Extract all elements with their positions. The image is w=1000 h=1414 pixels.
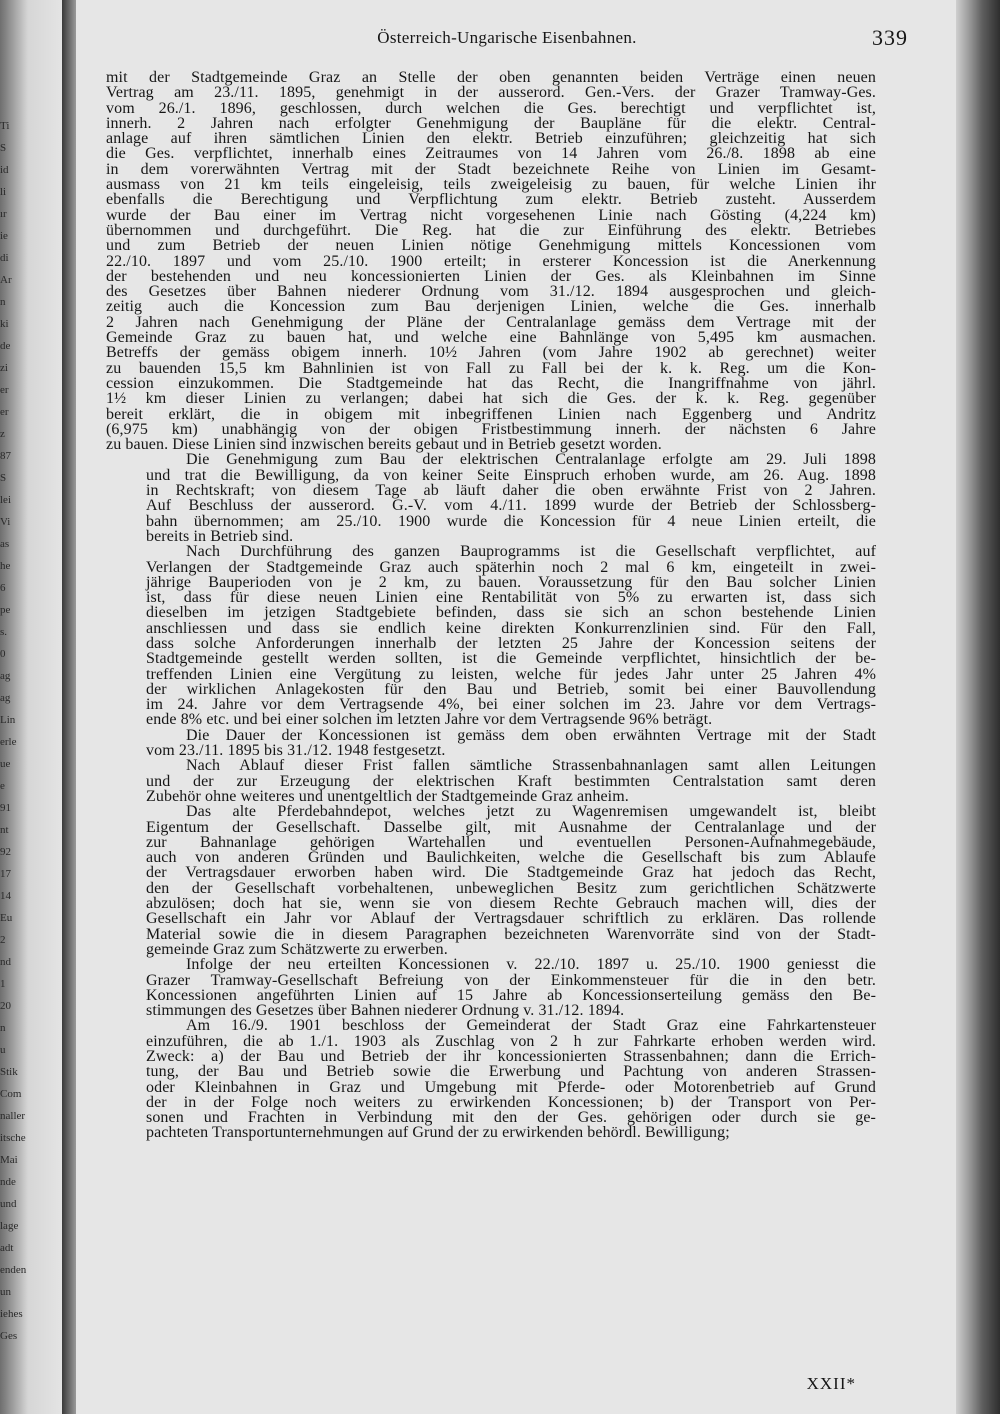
adjacent-page-fragment: er <box>0 384 9 396</box>
text-line: Am 16./9. 1901 beschloss der Gemeinderat der Stadt Graz eine Fahrkartensteuer <box>186 1017 876 1035</box>
text-line: treffenden Linien eine Vergütung zu leisten, welche für jedes Jahr unter 25 Jahren 4% <box>146 665 876 683</box>
text-line: bereit erklärt, die in obigem mit inbegriffenen Linien nach Eggenberg und Andritz <box>106 405 876 423</box>
text-line: bereits in Betrieb sind. <box>146 527 294 545</box>
text-line: Nach Durchführung des ganzen Bauprogramms ist die Gesellschaft verpflichtet, auf <box>186 543 876 561</box>
adjacent-page-fragment: he <box>0 560 11 572</box>
text-line: 22./10. 1897 und vom 25./10. 1900 erteilt; in ersterer Koncession ist die Anerkennung <box>106 252 876 270</box>
adjacent-page-fragment: naller <box>0 1110 26 1122</box>
text-line: zeitig auch die Koncession zum Bau derjenigen Linien, welche die Ges. innerhalb <box>106 298 876 316</box>
text-line: innerh. 2 Jahren nach erfolgter Genehmigung der Baupläne für die elektr. Central- <box>106 114 876 132</box>
adjacent-page-fragment: z <box>0 428 5 440</box>
adjacent-page-edge <box>0 0 62 1414</box>
adjacent-page-fragment: Stik <box>0 1066 18 1078</box>
adjacent-page-fragment: itsche <box>0 1132 26 1144</box>
paragraph <box>106 957 876 1018</box>
text-line: und trat die Bewilligung, da von keiner Seite Einspruch erhoben wurde, am 26. Aug. 1898 <box>146 466 876 484</box>
text-line: einzuführen, die ab 1./1. 1903 als Zuschlag von 2 h zur Fahrkarte erhoben werden wird. <box>146 1032 876 1050</box>
text-line: Stadtgemeinde gestellt werden sollten, ist die Gemeinde verpflichtet, hinsichtlich der be- <box>146 650 876 668</box>
page-number: 339 <box>872 25 908 50</box>
text-line: auch von anderen Gründen und Baulichkeiten, welche die Gesellschaft bis zum Ablaufe <box>146 849 876 867</box>
text-line: anschliessen und dass sie endlich keine direkten Konkurrenzlinien sind. Für den Fall, <box>146 619 876 637</box>
adjacent-page-fragment: 2 <box>0 934 6 946</box>
adjacent-page-fragment: lei <box>0 494 11 506</box>
text-line: bahn übernommen; am 25./10. 1900 wurde die Koncession für 4 neue Linien erteilt, die <box>146 512 876 530</box>
adjacent-page-fragment: lage <box>0 1220 19 1232</box>
paragraph <box>106 728 876 759</box>
adjacent-page-fragment: un <box>0 1286 11 1298</box>
text-line: in dem vorerwähnten Vertrag mit der Stadt bezeichnete Reihe von Linien im Gesamt- <box>106 160 876 178</box>
text-line: Koncessionen angeführten Linien auf 15 Jahre ab Koncessionserteilung gemäss den Be- <box>146 986 876 1004</box>
text-line: und der zur Erzeugung der elektrischen Kraft bestimmten Centralstation samt deren <box>146 772 876 790</box>
adjacent-page-fragment: nd <box>0 956 11 968</box>
text-line: tung, der Bau und Betrieb sowie die Erwerbung und Pachtung von anderen Strassen- <box>146 1063 876 1081</box>
paragraph <box>106 758 876 804</box>
text-line: anlage auf ihren sämtlichen Linien den elektr. Betrieb einzuführen; gleichzeitig hat sich <box>106 130 876 148</box>
text-line: Betreffs der gemäss obigem innerh. 10½ Jahren (vom Jahre 1902 ab gerechnet) weiter <box>106 344 876 362</box>
adjacent-page-fragment: id <box>0 164 9 176</box>
text-line: wurde der Bau einer im Vertrag nicht vorgesehenen Linie nach Gösting (4,224 km) <box>106 206 876 224</box>
adjacent-page-fragment: u <box>0 1044 6 1056</box>
adjacent-page-fragment: ag <box>0 692 11 704</box>
paragraph <box>106 804 876 957</box>
adjacent-page-fragment: ag <box>0 670 11 682</box>
adjacent-page-fragment: 0 <box>0 648 6 660</box>
text-line: Gemeinde Graz zu bauen hat, und welche eine Bahnlänge von 5,495 km ausmachen. <box>106 329 876 347</box>
adjacent-page-fragment: as <box>0 538 10 550</box>
running-title: Österreich-Ungarische Eisenbahnen. <box>377 28 637 47</box>
adjacent-page-fragment: li <box>0 186 7 198</box>
text-line: Zubehör ohne weiteres und unentgeltlich der Stadtgemeinde Graz anheim. <box>146 787 629 805</box>
adjacent-page-fragment: 20 <box>0 1000 11 1012</box>
adjacent-page-fragment: 1 <box>0 978 6 990</box>
text-line: Die Dauer der Koncessionen ist gemäss dem oben erwähnten Vertrage mit der Stadt <box>186 726 876 744</box>
paragraph <box>106 70 876 452</box>
adjacent-page-fragment: 6 <box>0 582 6 594</box>
text-line: gemeinde Graz zum Schätzwerte zu erwerben. <box>146 940 448 958</box>
adjacent-page-fragment: iehes <box>0 1308 23 1320</box>
adjacent-page-fragment: 17 <box>0 868 11 880</box>
text-line: ende 8% etc. und bei einer solchen im letzten Jahre vor dem Vertragsende 96% beträgt. <box>146 711 713 729</box>
adjacent-page-fragment: 91 <box>0 802 11 814</box>
text-line: dass solche Anforderungen innerhalb der letzten 25 Jahre der Koncession seitens der <box>146 634 876 652</box>
text-line: cession einzukommen. Die Stadtgemeinde hat das Recht, die Inangriffnahme von jährl. <box>106 374 876 392</box>
text-line: zu bauenden 15,5 km Bahnlinien ist von Fall zu Fall bei der k. k. Reg. um die Kon- <box>106 359 876 377</box>
paragraph <box>106 452 876 544</box>
adjacent-page-fragment: n <box>0 296 6 308</box>
text-line: stimmungen des Gesetzes über Bahnen niederer Ordnung v. 31./12. 1894. <box>146 1002 625 1020</box>
text-line: Die Genehmigung zum Bau der elektrischen Centralanlage erfolgte am 29. Juli 1898 <box>186 451 876 469</box>
adjacent-page-fragment: de <box>0 340 11 352</box>
page-header <box>106 24 908 50</box>
text-line: pachteten Transportunternehmungen auf Grund der zu erwirkenden behördl. Bewilligung; <box>146 1124 730 1142</box>
text-line: sonen und Frachten in Verbindung mit den der Ges. gehörigen oder durch sie ge- <box>146 1109 876 1127</box>
text-line: zur Bahnanlage gehörigen Wartehallen und eventuellen Personen-Aufnahmegebäude, <box>146 833 876 851</box>
document-page <box>76 0 956 1414</box>
text-line: Das alte Pferdebahndepot, welches jetzt zu Wagenremisen umgewandelt ist, bleibt <box>186 803 876 821</box>
text-line: Zweck: a) der Bau und Betrieb der ihr koncessionierten Strassenbahnen; dann die Errich- <box>146 1048 876 1065</box>
text-line: und zum Betrieb der neuen Linien nötige Genehmigung mittels Koncessionen vom <box>106 237 876 255</box>
text-line: ebenfalls die Berechtigung und Verpflichtung zum elektr. Betrieb zusteht. Ausserdem <box>106 191 876 209</box>
page-stack-edge <box>956 0 1000 1414</box>
adjacent-page-fragment: zi <box>0 362 8 374</box>
adjacent-page-fragment: erle <box>0 736 17 748</box>
adjacent-page-fragment: e <box>0 780 5 792</box>
text-line: die Ges. verpflichtet, innerhalb eines Zeitraumes von 14 Jahren vom 26./8. 1898 ab eine <box>106 145 876 163</box>
text-line: (6,975 km) unabhängig von der obigen Fristbestimmung innerh. der nächsten 6 Jahre <box>106 420 876 438</box>
body-text <box>106 70 876 1141</box>
text-line: abzulösen; doch hat sie, wenn sie von diesem Rechte Gebrauch machen will, dies der <box>146 895 876 913</box>
adjacent-page-fragment: Lin <box>0 714 16 726</box>
adjacent-page-fragment: 92 <box>0 846 11 858</box>
book-gutter <box>62 0 76 1414</box>
adjacent-page-fragment: s. <box>0 626 8 638</box>
adjacent-page-fragment: Vi <box>0 516 11 528</box>
adjacent-page-fragment: nt <box>0 824 9 836</box>
adjacent-page-fragment: di <box>0 252 9 264</box>
text-line: der bestehenden und neu koncessionierten Linien der Ges. als Kleinbahnen im Sinne <box>106 267 876 285</box>
text-line: vom 23./11. 1895 bis 31./12. 1948 festgesetzt. <box>146 742 446 760</box>
text-line: Nach Ablauf dieser Frist fallen sämtliche Strassenbahnanlagen samt allen Leitungen <box>186 757 876 775</box>
sheet-signature: XXII* <box>806 1374 856 1393</box>
adjacent-page-fragment: adt <box>0 1242 14 1254</box>
adjacent-page-fragment: 14 <box>0 890 11 902</box>
adjacent-page-fragment: Com <box>0 1088 22 1100</box>
text-line: den der Gesellschaft vorbehaltenen, unbeweglichen Besitz zum gerichtlichen Schätzwerte <box>146 879 876 897</box>
text-line: jährige Bauperioden von je 2 km, zu bauen. Voraussetzung für den Bau solcher Linien <box>146 573 876 591</box>
paragraph <box>106 1018 876 1140</box>
text-line: vom 26./1. 1896, geschlossen, durch welchen die Ges. berechtigt und verpflichtet ist, <box>106 99 876 117</box>
text-line: Material sowie die in diesem Paragraphen bezeichneten Warenvorräte sind von der Stadt- <box>146 925 876 943</box>
adjacent-page-fragment: Eu <box>0 912 13 924</box>
text-line: oder Kleinbahnen in Graz und Umgebung mit Pferde- oder Motorenbetrieb auf Grund <box>146 1078 876 1096</box>
adjacent-page-fragment: ie <box>0 230 8 242</box>
adjacent-page-fragment: ue <box>0 758 11 770</box>
adjacent-page-fragment: ır <box>0 208 7 220</box>
text-line: Verlangen der Stadtgemeinde Graz auch späterhin noch 2 mal 6 km, eingeteilt in zwei- <box>146 558 876 576</box>
text-line: übernommen und durchgeführt. Die Reg. hat die zur Einführung des elektr. Betriebes <box>106 221 876 239</box>
adjacent-page-fragment: Ar <box>0 274 12 286</box>
text-line: zu bauen. Diese Linien sind inzwischen bereits gebaut und in Betrieb gesetzt worden. <box>106 436 662 454</box>
text-line: der in der Folge noch weiters zu erwirkenden Koncessionen; b) der Transport von Per- <box>146 1093 876 1111</box>
adjacent-page-fragment: S <box>0 142 7 154</box>
adjacent-page-fragment: nde <box>0 1176 16 1188</box>
text-line: Auf Beschluss der ausserord. G.-V. vom 4./11. 1899 wurde der Betrieb der Schlossberg- <box>146 497 876 515</box>
adjacent-page-fragment: pe <box>0 604 11 616</box>
text-line: mit der Stadtgemeinde Graz an Stelle der oben genannten beiden Verträge einen neuen <box>106 69 876 86</box>
text-line: ausmass von 21 km teils eingeleisig, teils zweigeleisig zu bauen, für welche Linien ihr <box>106 176 876 194</box>
adjacent-page-fragment: er <box>0 406 9 418</box>
adjacent-page-fragment: Ti <box>0 120 10 132</box>
adjacent-page-fragment: enden <box>0 1264 27 1276</box>
text-line: des Gesetzes über Bahnen niederer Ordnung vom 31./12. 1894 ausgesprochen und gleich- <box>106 283 876 301</box>
text-line: Infolge der neu erteilten Koncessionen v. 22./10. 1897 u. 25./10. 1900 geniesst die <box>186 956 876 974</box>
adjacent-page-fragment: Ges <box>0 1330 18 1342</box>
adjacent-page-fragment: S <box>0 472 7 484</box>
text-line: in Rechtskraft; von diesem Tage ab läuft daher die oben erwähnte Frist von 2 Jahren. <box>146 482 876 500</box>
text-line: im 24. Jahre vor dem Vertragsende 4%, bei einer solchen im 23. Jahre vor dem Vertrags- <box>146 696 876 714</box>
text-line: ist, dass für diese neuen Linien eine Rentabilität von 5% zu erwarten ist, dass sich <box>146 589 876 607</box>
adjacent-page-fragment: 87 <box>0 450 11 462</box>
adjacent-page-fragment: und <box>0 1198 17 1210</box>
text-line: Gesellschaft ein Jahr vor Ablauf der Vertragsdauer schriftlich zu erklären. Das rollende <box>146 910 876 928</box>
paragraph <box>106 544 876 728</box>
text-line: dieselben im jetzigen Stadtgebiete befinden, dass sie sich an schon bestehende Linien <box>146 604 876 622</box>
text-line: Eigentum der Gesellschaft. Dasselbe gilt, mit Ausnahme der Centralanlage und der <box>146 818 876 836</box>
adjacent-page-fragment: Mai <box>0 1154 18 1166</box>
adjacent-page-fragment: n <box>0 1022 6 1034</box>
text-line: 2 Jahren nach Genehmigung der Pläne der Centralanlage gemäss dem Vertrage mit der <box>106 313 876 331</box>
text-line: der wirklichen Anlagekosten für den Bau und Betrieb, somit bei einer Bauvollendung <box>146 680 876 698</box>
text-line: Vertrag am 23./11. 1895, genehmigt in der ausserord. Gen.-Vers. der Grazer Tramway-Ges. <box>106 84 876 102</box>
text-line: der Vertragsdauer erworben haben wird. Die Stadtgemeinde Graz hat jedoch das Recht, <box>146 864 876 882</box>
text-line: 1½ km dieser Linien zu verlangen; dabei hat sich die Ges. der k. k. Reg. gegenüber <box>106 390 876 408</box>
text-line: Grazer Tramway-Gesellschaft Befreiung von der Einkommensteuer für die in den betr. <box>146 971 876 989</box>
adjacent-page-fragment: ki <box>0 318 9 330</box>
